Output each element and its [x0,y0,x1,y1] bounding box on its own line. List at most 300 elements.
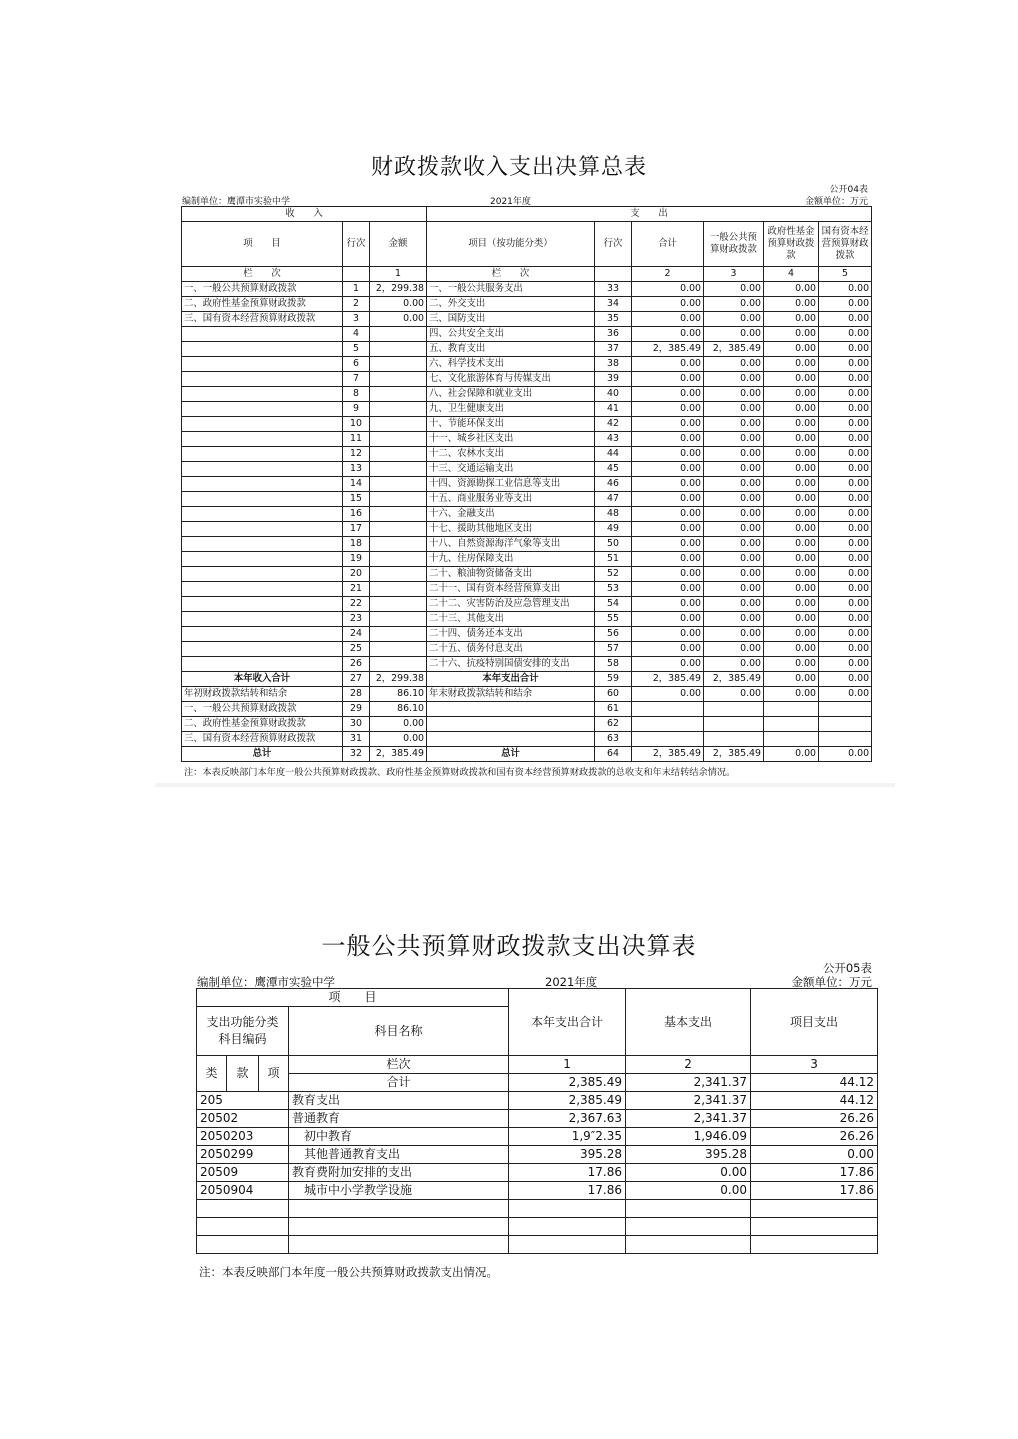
lanci-empty [343,267,370,282]
income-amount [370,357,427,372]
income-rowno: 7 [343,372,370,387]
expense-total: 0.00 [632,402,704,417]
income-amount [370,642,427,657]
sub-expense-empty [764,702,819,717]
sum-row [182,672,872,687]
income-rowno: 5 [343,342,370,357]
table2-row [197,1110,878,1128]
expense-state: 0.00 [819,627,872,642]
expense-rowno: 56 [595,627,632,642]
income-item [182,612,343,627]
income-amount: 2，299.38 [370,282,427,297]
expense-general: 0.00 [704,402,764,417]
expense-state: 0.00 [819,342,872,357]
income-item [182,627,343,642]
table1-sub-row [182,702,872,717]
income-amount [370,552,427,567]
expense-state: 0.00 [819,492,872,507]
income-item [182,507,343,522]
expense-item: 七、文化旅游体育与传媒支出 [427,372,595,387]
expense-total: 0.00 [632,597,704,612]
income-item [182,552,343,567]
expense-total: 0.00 [632,432,704,447]
expense-general: 0.00 [704,492,764,507]
expense-item: 四、公共安全支出 [427,327,595,342]
expense-item: 二十五、债务付息支出 [427,642,595,657]
subject-name: 教育费附加安排的支出 [289,1164,509,1182]
income-amount [370,492,427,507]
expense-item: 十七、援助其他地区支出 [427,522,595,537]
table2-blank-row [197,1218,878,1236]
col-exp-item: 项目（按功能分类） [427,222,595,267]
expense-rowno: 39 [595,372,632,387]
expense-state: 0.00 [819,477,872,492]
total-amt: 2，385.49 [370,747,427,762]
expense-state: 0.00 [819,297,872,312]
expense-state: 0.00 [819,657,872,672]
sub-expense-empty [632,717,704,732]
table1-amount-unit: 金额单位：万元 [804,197,868,207]
income-amount [370,537,427,552]
expense-general: 0.00 [704,642,764,657]
income-amount: 0.00 [370,312,427,327]
income-item [182,522,343,537]
row-project: 0.00 [751,1146,878,1164]
sub-income-amount: 0.00 [370,732,427,747]
lanci-label: 栏次 [289,1056,509,1074]
expense-total: 0.00 [632,567,704,582]
table1-row [182,402,872,417]
expense-rowno: 55 [595,612,632,627]
income-rowno: 26 [343,657,370,672]
carry-v2: 0.00 [704,687,764,702]
blank-cell [626,1218,751,1236]
expense-general: 0.00 [704,597,764,612]
expense-item: 二十二、灾害防治及应急管理支出 [427,597,595,612]
income-rowno: 2 [343,297,370,312]
lanci-exp-label: 栏 次 [427,267,595,282]
col-item: 项 目 [182,222,343,267]
expense-rowno: 44 [595,447,632,462]
expense-general: 0.00 [704,297,764,312]
table2-year: 2021年度 [545,975,598,989]
sub-income-amount: 0.00 [370,717,427,732]
expense-total: 0.00 [632,552,704,567]
blank-cell [197,1200,289,1218]
expense-rowno: 42 [595,417,632,432]
expense-general: 0.00 [704,522,764,537]
subject-name: 初中教育 [289,1128,509,1146]
expense-fund: 0.00 [764,582,819,597]
table1-row [182,597,872,612]
sub-expense-empty [704,732,764,747]
expense-rowno: 57 [595,642,632,657]
row-basic: 0.00 [626,1164,751,1182]
expense-general: 0.00 [704,462,764,477]
sub-income-amount: 86.10 [370,702,427,717]
lanci-5: 5 [819,267,872,282]
expense-item: 五、教育支出 [427,342,595,357]
table1-row [182,552,872,567]
expense-fund: 0.00 [764,477,819,492]
expense-fund: 0.00 [764,387,819,402]
carry-row-no: 28 [343,687,370,702]
income-amount [370,432,427,447]
sub-expense-rowno: 62 [595,717,632,732]
expense-total: 0.00 [632,297,704,312]
expense-item: 十五、商业服务业等支出 [427,492,595,507]
income-rowno: 13 [343,462,370,477]
income-amount [370,657,427,672]
total-v1: 2,385.49 [509,1074,626,1092]
carry-v1: 0.00 [632,687,704,702]
expense-rowno: 43 [595,432,632,447]
expense-general: 0.00 [704,657,764,672]
expense-item: 二十六、抗疫特别国债安排的支出 [427,657,595,672]
table1-lanci-row [182,267,872,282]
row-project: 26.26 [751,1110,878,1128]
expense-fund: 0.00 [764,372,819,387]
sub-income-item: 二、政府性基金预算财政拨款 [182,717,343,732]
expense-total: 0.00 [632,537,704,552]
table1-row [182,627,872,642]
expense-item: 六、科学技术支出 [427,357,595,372]
expense-rowno: 40 [595,387,632,402]
expense-item: 十六、金融支出 [427,507,595,522]
expense-state: 0.00 [819,402,872,417]
expense-rowno: 58 [595,657,632,672]
blank-cell [197,1236,289,1254]
income-item [182,432,343,447]
carry-exp-label: 年末财政拨款结转和结余 [427,687,595,702]
sub-income-item: 一、一般公共预算财政拨款 [182,702,343,717]
income-amount [370,567,427,582]
expense-state: 0.00 [819,327,872,342]
table2-header-row [197,989,878,1007]
subject-code: 205 [197,1092,289,1110]
expense-state: 0.00 [819,582,872,597]
expense-rowno: 48 [595,507,632,522]
income-amount [370,402,427,417]
expense-general: 0.00 [704,552,764,567]
total-v1: 2，385.49 [632,747,704,762]
expense-item: 十一、城乡社区支出 [427,432,595,447]
expense-rowno: 34 [595,297,632,312]
expense-general: 0.00 [704,567,764,582]
income-amount [370,447,427,462]
expense-total: 0.00 [632,357,704,372]
blank-cell [751,1200,878,1218]
income-amount [370,507,427,522]
header-basic: 基本支出 [626,989,751,1056]
sub-income-rowno: 29 [343,702,370,717]
carry-v4: 0.00 [819,687,872,702]
sub-expense-empty [632,702,704,717]
sub-expense-empty [819,732,872,747]
table2-amount-unit: 金额单位：万元 [791,975,872,989]
subject-name: 教育支出 [289,1092,509,1110]
table2-row [197,1146,878,1164]
lanci-2: 2 [632,267,704,282]
blank-cell [509,1236,626,1254]
expense-state: 0.00 [819,462,872,477]
table1-row [182,642,872,657]
income-item [182,537,343,552]
table1-row [182,477,872,492]
total-v2: 2,341.37 [626,1074,751,1092]
sub-expense-empty [819,717,872,732]
income-rowno: 3 [343,312,370,327]
expense-total: 0.00 [632,387,704,402]
expense-item: 二十一、国有资本经营预算支出 [427,582,595,597]
income-rowno: 23 [343,612,370,627]
header-kuan: 款 [227,1056,259,1092]
col-fund: 政府性基金预算财政拨款 [764,222,819,267]
expense-item: 十四、资源勘探工业信息等支出 [427,477,595,492]
expense-general: 0.00 [704,327,764,342]
income-amount [370,462,427,477]
income-rowno: 22 [343,597,370,612]
expense-item: 十二、农林水支出 [427,447,595,462]
header-total: 本年支出合计 [509,989,626,1056]
expense-fund: 0.00 [764,507,819,522]
header-code: 支出功能分类科目编码 [197,1007,289,1056]
subject-code: 2050299 [197,1146,289,1164]
table2-row [197,1164,878,1182]
table2-total-row [197,1074,878,1092]
expense-rowno: 53 [595,582,632,597]
blank-cell [751,1236,878,1254]
income-item [182,582,343,597]
table1-row [182,297,872,312]
blank-cell [289,1218,509,1236]
carry-v3: 0.00 [764,687,819,702]
table2-lanci-row [197,1056,878,1074]
row-basic: 395.28 [626,1146,751,1164]
income-item: 二、政府性基金预算财政拨款 [182,297,343,312]
expense-item: 十、节能环保支出 [427,417,595,432]
expense-general: 0.00 [704,627,764,642]
income-item [182,567,343,582]
income-item: 三、国有资本经营预算财政拨款 [182,312,343,327]
blank-cell [289,1200,509,1218]
subject-code: 20509 [197,1164,289,1182]
income-amount: 0.00 [370,297,427,312]
expense-state: 0.00 [819,417,872,432]
row-basic: 1,946.09 [626,1128,751,1146]
expense-rowno: 36 [595,327,632,342]
carry-label: 年初财政拨款结转和结余 [182,687,343,702]
expense-rowno: 45 [595,462,632,477]
table1-row [182,327,872,342]
expense-rowno: 41 [595,402,632,417]
expense-total: 0.00 [632,327,704,342]
sub-expense-empty [632,732,704,747]
table1-row [182,432,872,447]
expense-fund: 0.00 [764,657,819,672]
sub-expense-rowno: 63 [595,732,632,747]
table2-blank-row [197,1200,878,1218]
income-item [182,417,343,432]
total-exp-row: 64 [595,747,632,762]
page-separator [155,783,895,787]
lanci-3: 3 [751,1056,878,1074]
expense-total: 0.00 [632,582,704,597]
expense-general: 0.00 [704,357,764,372]
table1-row [182,612,872,627]
row-total: 2,367.63 [509,1110,626,1128]
expense-general: 0.00 [704,417,764,432]
income-rowno: 14 [343,477,370,492]
header-xiang: 项 [259,1056,289,1092]
blank-cell [751,1218,878,1236]
income-item [182,597,343,612]
income-amount [370,627,427,642]
expense-state: 0.00 [819,282,872,297]
total-row-no: 32 [343,747,370,762]
expense-rowno: 46 [595,477,632,492]
expense-state: 0.00 [819,552,872,567]
expense-total: 0.00 [632,492,704,507]
expense-state: 0.00 [819,537,872,552]
expense-state: 0.00 [819,372,872,387]
row-total: 395.28 [509,1146,626,1164]
income-rowno: 8 [343,387,370,402]
income-item [182,402,343,417]
subject-code: 2050904 [197,1182,289,1200]
income-rowno: 12 [343,447,370,462]
expense-general: 0.00 [704,447,764,462]
income-rowno: 25 [343,642,370,657]
expense-total: 0.00 [632,507,704,522]
sub-expense-rowno: 61 [595,702,632,717]
table2-row [197,1128,878,1146]
expense-fund: 0.00 [764,492,819,507]
subject-name: 其他普通教育支出 [289,1146,509,1164]
expense-state: 0.00 [819,432,872,447]
header-item: 项 目 [197,989,509,1007]
income-amount [370,342,427,357]
sum-income-amt: 2，299.38 [370,672,427,687]
col-state: 国有资本经营预算财政拨款 [819,222,872,267]
income-rowno: 11 [343,432,370,447]
lanci-label: 栏 次 [182,267,343,282]
income-amount [370,327,427,342]
expense-fund: 0.00 [764,537,819,552]
row-total: 17.86 [509,1182,626,1200]
table1-row [182,372,872,387]
income-item [182,477,343,492]
row-total: 17.86 [509,1164,626,1182]
expense-general: 0.00 [704,507,764,522]
lanci-empty [595,267,632,282]
sum-exp-label: 本年支出合计 [427,672,595,687]
table1-sub-row [182,732,872,747]
table1-row [182,462,872,477]
row-total: 2,385.49 [509,1092,626,1110]
carry-amt: 86.10 [370,687,427,702]
table1-header-row [182,207,872,222]
header-name: 科目名称 [289,1007,509,1056]
header-lei: 类 [197,1056,227,1092]
expense-total: 0.00 [632,627,704,642]
income-item: 一、一般公共预算财政拨款 [182,282,343,297]
expense-item: 二十四、债务还本支出 [427,627,595,642]
income-rowno: 19 [343,552,370,567]
subject-code: 2050203 [197,1128,289,1146]
expense-general: 0.00 [704,612,764,627]
sub-income-rowno: 30 [343,717,370,732]
sum-exp-row: 59 [595,672,632,687]
expense-state: 0.00 [819,357,872,372]
expense-rowno: 37 [595,342,632,357]
income-rowno: 21 [343,582,370,597]
blank-cell [626,1200,751,1218]
income-rowno: 10 [343,417,370,432]
row-project: 17.86 [751,1164,878,1182]
lanci-4: 4 [764,267,819,282]
expense-total: 0.00 [632,462,704,477]
income-rowno: 6 [343,357,370,372]
expense-fund: 0.00 [764,612,819,627]
table2-unit-label: 编制单位：鹰潭市实验中学 [197,975,335,989]
income-amount [370,597,427,612]
expense-fund: 0.00 [764,627,819,642]
row-basic: 2,341.37 [626,1092,751,1110]
sum-exp-v4: 0.00 [819,672,872,687]
expense-fund: 0.00 [764,342,819,357]
expense-item: 八、社会保障和就业支出 [427,387,595,402]
expense-rowno: 51 [595,552,632,567]
sub-expense-item [427,702,595,717]
table1-title: 财政拨款收入支出决算总表 [370,155,647,180]
expense-fund: 0.00 [764,282,819,297]
total-v3: 44.12 [751,1074,878,1092]
income-item [182,327,343,342]
table1-row [182,342,872,357]
row-total: 1,9″2.35 [509,1128,626,1146]
expense-state: 0.00 [819,522,872,537]
expense-fund: 0.00 [764,297,819,312]
total-label: 总计 [182,747,343,762]
table1-row [182,282,872,297]
expense-total: 0.00 [632,447,704,462]
subject-code: 20502 [197,1110,289,1128]
sum-exp-v1: 2，385.49 [632,672,704,687]
blank-cell [509,1218,626,1236]
expense-rowno: 49 [595,522,632,537]
table1-year: 2021年度 [490,197,531,207]
expense-item: 二、外交支出 [427,297,595,312]
sum-income-row: 27 [343,672,370,687]
row-project: 17.86 [751,1182,878,1200]
expense-total: 0.00 [632,642,704,657]
expense-general: 0.00 [704,372,764,387]
sum-income-label: 本年收入合计 [182,672,343,687]
table1-sub-row [182,717,872,732]
carry-exp-row: 60 [595,687,632,702]
row-basic: 0.00 [626,1182,751,1200]
income-item [182,492,343,507]
expense-rowno: 54 [595,597,632,612]
table1-row [182,582,872,597]
expense-state: 0.00 [819,387,872,402]
table1-row [182,357,872,372]
lanci-3: 3 [704,267,764,282]
income-amount [370,387,427,402]
expense-total: 0.00 [632,477,704,492]
income-rowno: 18 [343,537,370,552]
